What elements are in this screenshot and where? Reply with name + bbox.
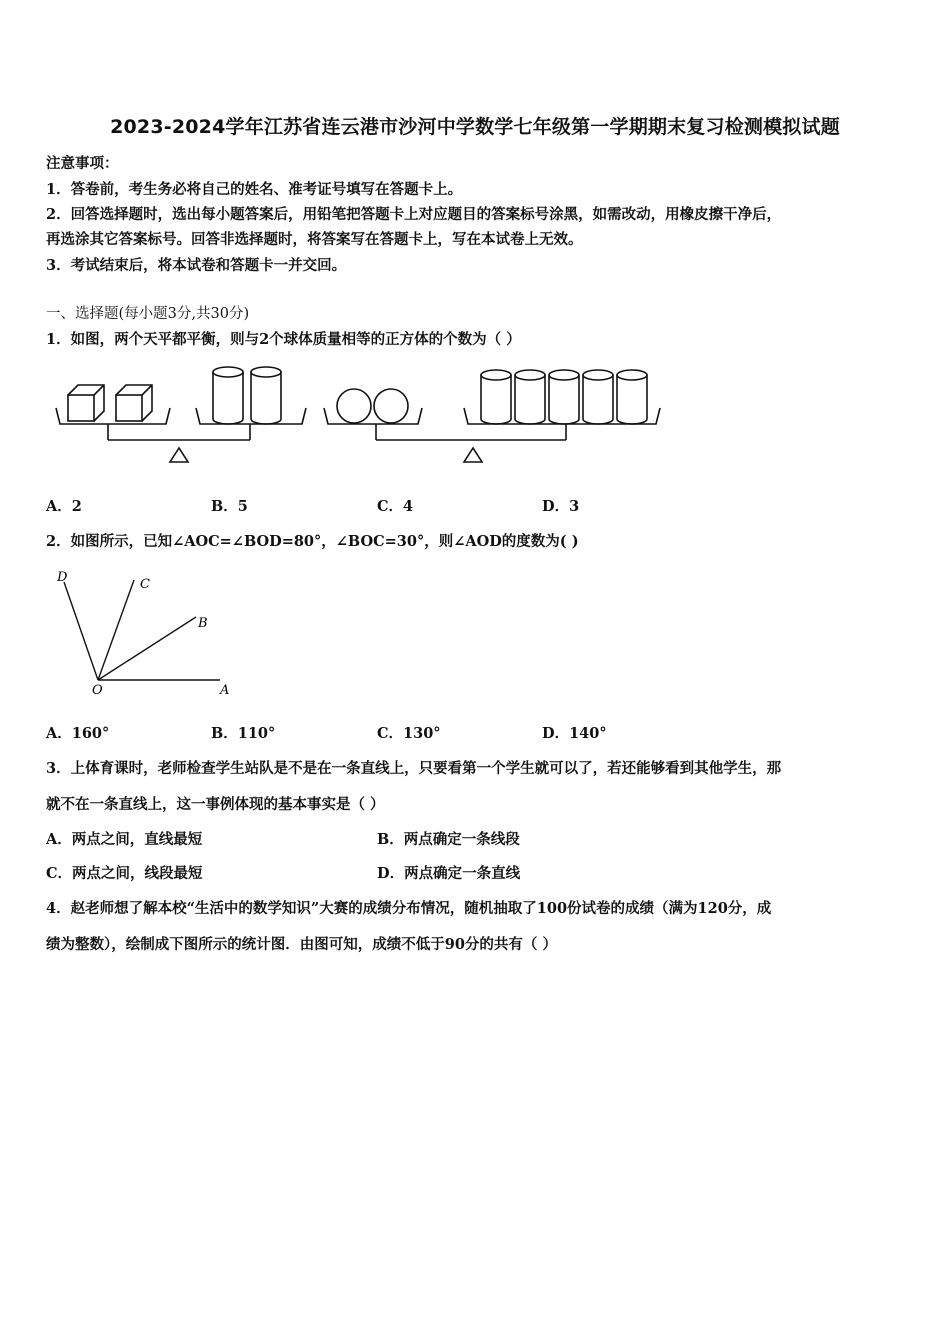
question-3-stem-line-2: 就不在一条直线上，这一事例体现的基本事实是（ ）: [46, 796, 385, 813]
ray-ob: [98, 617, 196, 680]
q1-option-c[interactable]: C．4: [377, 498, 414, 515]
right-balance: [324, 370, 660, 462]
exam-title: 2023-2024学年江苏省连云港市沙河中学数学七年级第一学期期末复习检测模拟试题: [110, 116, 840, 138]
q3-option-b[interactable]: B．两点确定一条线段: [377, 831, 520, 848]
question-1-stem: 1．如图，两个天平都平衡，则与2个球体质量相等的正方体的个数为（ ）: [46, 331, 521, 348]
section-heading: 一、选择题(每小题3分,共30分): [46, 306, 250, 322]
q3-option-c[interactable]: C．两点之间，线段最短: [46, 865, 203, 882]
cylinder-icon: [251, 367, 281, 424]
question-2-stem: 2．如图所示，已知∠AOC=∠BOD=80°，∠BOC=30°，则∠AOD的度数为( ): [46, 533, 579, 550]
cube-icon: [68, 385, 104, 421]
q1-option-a[interactable]: A．2: [46, 498, 82, 515]
ray-od: [64, 582, 98, 680]
q3-option-a[interactable]: A．两点之间，直线最短: [46, 831, 203, 848]
cylinder-icon: [213, 367, 243, 424]
question-4-stem-line-1: 4．赵老师想了解本校“生活中的数学知识”大赛的成绩分布情况，随机抽取了100份试卷的成绩（满为120分，成: [46, 900, 772, 917]
q2-option-d[interactable]: D．140°: [542, 725, 607, 742]
q2-option-c[interactable]: C．130°: [377, 725, 441, 742]
question-4-stem-line-2: 绩为整数），绘制成下图所示的统计图．由图可知，成绩不低于90分的共有（ ）: [46, 936, 557, 953]
cube-icon: [116, 385, 152, 421]
cylinder-icon: [617, 370, 647, 424]
notice-item-3: 3．考试结束后，将本试卷和答题卡一并交回。: [46, 257, 347, 274]
left-balance: [56, 367, 306, 462]
balance-figure: [50, 360, 670, 470]
notice-item-1: 1．答卷前，考生务必将自己的姓名、准考证号填写在答题卡上。: [46, 181, 463, 198]
label-o: O: [92, 683, 103, 698]
notice-item-2-cont: 再选涂其它答案标号。回答非选择题时，将答案写在答题卡上，写在本试卷上无效。: [46, 231, 583, 248]
q1-option-d[interactable]: D．3: [542, 498, 580, 515]
cylinder-icon: [481, 370, 511, 424]
cylinder-icon: [549, 370, 579, 424]
q3-option-d[interactable]: D．两点确定一条直线: [377, 865, 521, 882]
sphere-icon: [337, 389, 371, 423]
label-b: B: [198, 616, 208, 631]
ray-oc: [98, 580, 134, 680]
question-3-stem-line-1: 3．上体育课时，老师检查学生站队是不是在一条直线上，只要看第一个学生就可以了，若还能够看到其他学生，那: [46, 760, 782, 777]
label-c: C: [140, 577, 150, 592]
q2-option-a[interactable]: A．160°: [46, 725, 110, 742]
angle-figure: [50, 566, 240, 701]
label-d: D: [57, 570, 68, 585]
label-a: A: [220, 683, 230, 698]
q1-option-b[interactable]: B．5: [211, 498, 248, 515]
cylinder-icon: [515, 370, 545, 424]
notice-item-2: 2．回答选择题时，选出每小题答案后，用铅笔把答题卡上对应题目的答案标号涂黑，如需改动，用橡皮擦干净后，: [46, 206, 782, 223]
sphere-icon: [374, 389, 408, 423]
notice-heading: 注意事项：: [46, 155, 119, 172]
q2-option-b[interactable]: B．110°: [211, 725, 276, 742]
cylinder-icon: [583, 370, 613, 424]
